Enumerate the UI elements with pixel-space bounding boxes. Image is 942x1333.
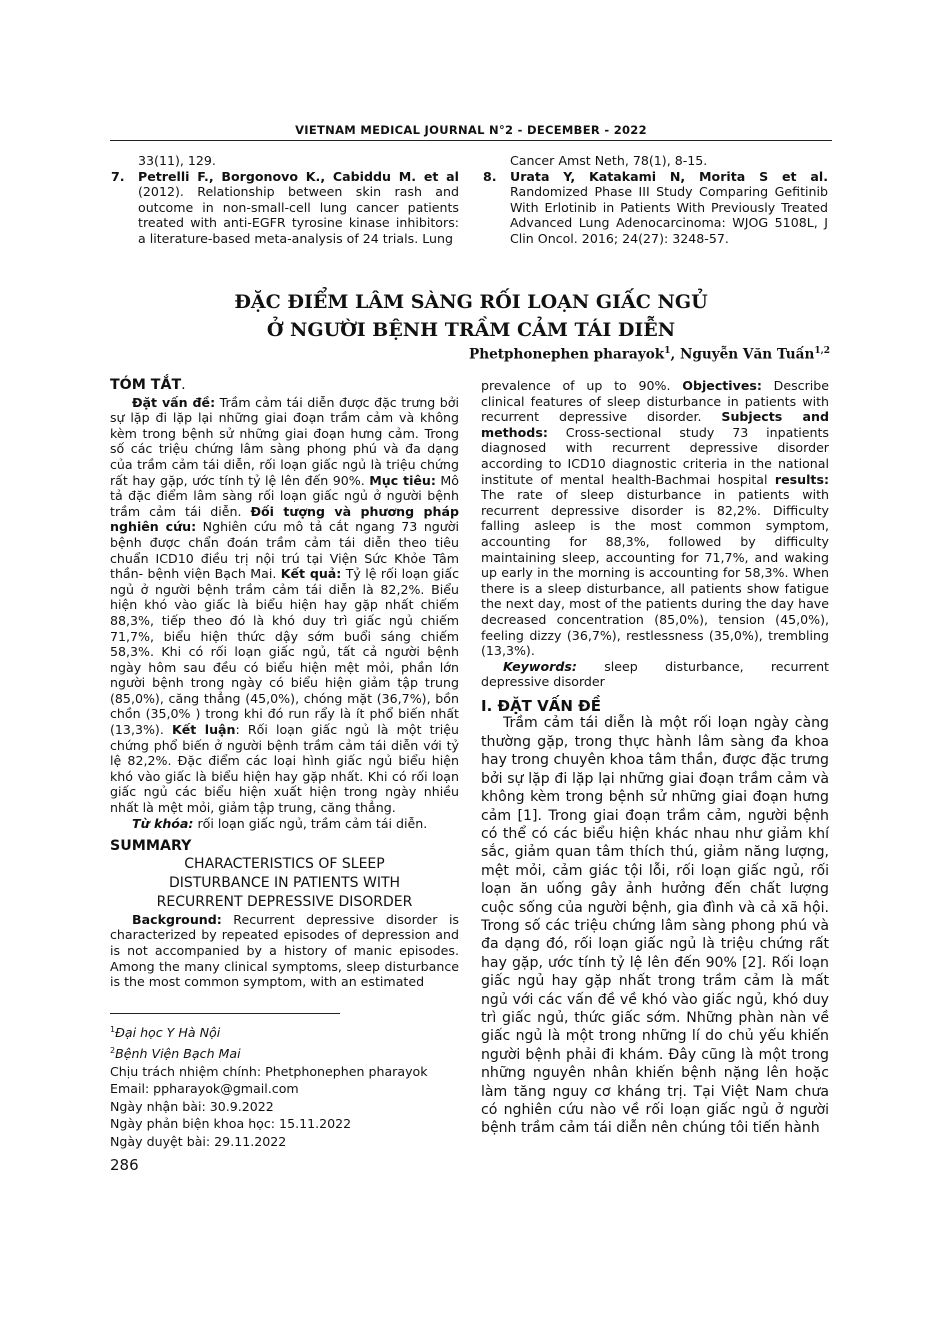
intro-body: Trầm cảm tái diễn là một rối loạn ngày càng thường gặp, trong thực hành lâm sàng đa khoa hay trong chuyên khoa tâm thần, được đặc trưng bởi sự lặp đi lặp lại những giai đoạn trầm cảm và không kèm trong bệnh sử những giai đoạn hưng cảm [1]. Trong giai đoạn trầm cảm, người bệnh có thể có các biểu hiện khác nhau như giảm khí sắc, giảm quan tâm thích thú, giảm năng lượng, mệt mỏi, cảm giác tội lỗi, rối loạn giấc ngủ, rối loạn ăn uống gây ảnh hưởng đến chất lượng cuộc sống của người bệnh, gia đình và cả xã hội. Trong số các triệu chứng lâm sàng phong phú và đa dạng đó, rối loạn giấc ngủ là triệu chứng rất hay gặp, ước tính tỷ lệ lên đến 90% [2]. Rối loạn giấc ngủ hay gặp nhất trong trầm cảm là mất ngủ với các vấn đề về khó vào giấc ngủ, khó duy trì giấc ngủ, thức giấc sớm. Những phàn nàn về giấc ngủ là một trong những lí do chủ yếu khiến người bệnh phải đi khám. Đây cũng là một trong những nguyên nhân khiến bệnh nặng lên hoặc làm tăng nguy cơ kháng trị. Tại Việt Nam chưa có nghiên cứu nào về rối loạn giấc ngủ ở người bệnh trầm cảm tái diễn nên chúng tôi tiến hành (481, 715, 829, 1137)
reference-7 (111, 168, 459, 247)
abstract-vi-body (110, 395, 459, 816)
summary-body-part1 (110, 912, 459, 990)
affiliation-2-text: Bệnh Viện Bạch Mai (115, 1045, 241, 1061)
ref7-continuation: Cancer Amst Neth, 78(1), 8-15. (510, 153, 708, 168)
reference-8 (483, 168, 828, 247)
article-title (0, 288, 942, 344)
keywords-vi-label: Từ khóa: (132, 815, 194, 831)
label-methods-en: Subjects and methods: (481, 409, 829, 440)
author-2: Nguyễn Văn Tuấn (679, 346, 815, 363)
affiliation-1-text: Đại học Y Hà Nội (115, 1025, 221, 1041)
label-objective-vi: Mục tiêu: (369, 472, 436, 488)
header-rule (110, 140, 832, 141)
title-line-2: Ở NGƯỜI BỆNH TRẦM CẢM TÁI DIỄN (266, 319, 676, 341)
reference-authors: Petrelli F., Borgonovo K., Cabiddu M. et al (138, 168, 459, 184)
objective-vi-text: Mô tả đặc điểm lâm sàng rối loạn giấc ngủ ở người bệnh trầm cảm tái diễn. (110, 472, 459, 519)
author-line (469, 346, 830, 363)
label-objectives-en: Objectives: (682, 378, 762, 393)
english-title-line-1: CHARACTERISTICS OF SLEEP (184, 855, 385, 872)
footnote-rule (110, 1013, 340, 1014)
page-number: 286 (110, 1156, 139, 1174)
reference-text: Randomized Phase III Study Comparing Gefitinib With Erlotinib in Patients With Previously Treated Advanced Lung Adenocarcinoma: WJOG 5108L, J Clin Oncol. 2016; 24(27): 3248-57. (510, 184, 828, 246)
keywords-en-label: Keywords: (503, 658, 577, 674)
label-conclusion-vi: Kết luận (171, 722, 236, 738)
abstract-heading (110, 378, 459, 394)
reference-number: 8. (483, 168, 497, 184)
corresponding-author: Chịu trách nhiệm chính: Phetphonephen pharayok (110, 1063, 428, 1079)
footnote-affiliation-1 (110, 1021, 428, 1042)
date-reviewed: Ngày phản biện khoa học: 15.11.2022 (110, 1116, 352, 1132)
results-vi-text: Tỷ lệ rối loạn giấc ngủ ở người bệnh trầm cảm tái diễn là 82,2%. Biểu hiện khó vào giấc là biểu hiện hay gặp nhất chiếm 88,3%, tiếp theo đó là khó duy trì giấc ngủ chiếm 71,7%, biểu hiện thức dậy sớm buổi sáng chiếm 58,3%. Khi có rối loạn giấc ngủ, tất cả người bệnh ngày hôm sau đều có biểu hiện mệt mỏi, phần lớn người bệnh trong ngày có biểu hiện giảm tập trung (85,0%), căng thẳng (45,0%), chóng mặt (36,7%), bồn chồn (35,0% ) trong khi đó run rẩy là ít phổ biến nhất (13,3%). (110, 566, 459, 738)
keywords-vi (110, 816, 459, 832)
objectives-en-text: Describe clinical features of sleep disturbance in patients with recurrent depressive disorder. (481, 378, 830, 425)
reference-number: 7. (111, 168, 125, 184)
english-title-line-2: DISTURBANCE IN PATIENTS WITH (168, 874, 401, 891)
author-separator: , (670, 346, 680, 363)
methods-vi-text: Nghiên cứu mô tả cắt ngang 73 người bệnh được chẩn đoán trầm cảm tái diễn theo tiêu chuẩn ICD10 điều trị nội trú tại Viện Sức Khỏe Tâm thần- bệnh viện Bạch Mai. (110, 519, 459, 582)
email: Email: ppharayok@gmail.com (110, 1081, 299, 1097)
summary-heading: SUMMARY (110, 838, 192, 855)
keywords-en-text: sleep disturbance, recurrent depressive disorder (481, 658, 829, 690)
right-column (481, 378, 829, 1138)
label-methods-vi: Đối tượng và phương pháp nghiên cứu: (110, 503, 459, 535)
footnote-affiliation-2 (110, 1042, 428, 1063)
intro-heading: I. ĐẶT VẤN ĐỀ (481, 696, 601, 715)
label-results-vi: Kết quả: (280, 566, 342, 582)
footnote-1-marker: 1 (110, 1025, 116, 1034)
reference-text: (2012). Relationship between skin rash and outcome in non-small-cell lung cancer patients treated with anti-EGFR tyrosine kinase inhibitors: a literature-based meta-analysis of 24 trials. Lung (138, 184, 459, 246)
reference-authors: Urata Y, Katakami N, Morita S et al. (510, 168, 828, 184)
left-column (110, 378, 459, 990)
abstract-heading-text: TÓM TẮT (110, 377, 182, 393)
background-vi-text: Trầm cảm tái diễn được đặc trưng bởi sự lặp đi lặp lại những giai đoạn trầm cảm và không kèm trong bệnh sử những giai đoạn hưng cảm. Trong số các triệu chứng lâm sàng phong phú và đa dạng của trầm cảm tái diễn, rối loạn giấc ngủ là triệu chứng rất hay gặp, ước tính tỷ lệ lên đến 90%. (110, 394, 460, 488)
author-1-affiliation: 1 (664, 346, 671, 356)
summary-part1-text: Recurrent depressive disorder is characterized by repeated episodes of depression and is not accompanied by a history of manic episodes. Among the many clinical symptoms, sleep disturbance is the most common symptom, with an estimated (110, 911, 459, 990)
refs-left (111, 153, 459, 247)
refs-right (483, 153, 828, 247)
journal-header: VIETNAM MEDICAL JOURNAL N°2 - DECEMBER - 2022 (295, 123, 647, 137)
ref6-continuation: 33(11), 129. (138, 153, 216, 168)
footnotes (110, 1021, 428, 1151)
label-background-vi: Đặt vấn đề: (132, 394, 216, 410)
author-2-affiliation: 1,2 (814, 346, 830, 356)
keywords-en (481, 659, 829, 690)
summary-body-part2 (481, 378, 829, 659)
date-received: Ngày nhận bài: 30.9.2022 (110, 1098, 274, 1114)
methods-en-text: Cross-sectional study 73 inpatients diagnosed with recurrent depressive disorder according to ICD10 diagnostic criteria in the national institute of mental health-Bachmai hospital (481, 424, 829, 487)
author-1: Phetphonephen pharayok (468, 346, 665, 363)
title-line-1: ĐẶC ĐIỂM LÂM SÀNG RỐI LOẠN GIẤC NGỦ (234, 291, 708, 313)
english-title-line-3: RECURRENT DEPRESSIVE DISORDER (156, 893, 413, 910)
english-title (110, 855, 459, 912)
keywords-vi-text: rối loạn giấc ngủ, trầm cảm tái diễn. (193, 815, 428, 831)
results-en-text: The rate of sleep disturbance in patients with recurrent depressive disorder is 82,2%. Difficulty falling asleep is the most common symptom, accounting for 88,3%, followed by difficulty maintaining sleep, accounting for 71,7%, and waking up early in the morning is accounting for 58,3%. When there is a sleep disturbance, all patients show fatigue the next day, most of the patients during the day have decreased concentration (85,0%), tension (45,0%), feeling dizzy (36,7%), restlessness (35,0%), trembling (13,3%). (481, 487, 829, 659)
label-background-en: Background: (132, 911, 222, 927)
label-results-en: results: (774, 471, 829, 487)
conclusion-vi-text: : Rối loạn giấc ngủ là một triệu chứng phổ biến ở người bệnh trầm cảm tái diễn với tỷ lệ 82,2%. Đặc điểm các loại hình giấc ngủ biểu hiện khó vào giấc là biểu hiện hay gặp nhất. Khi có rối loạn giấc ngủ các biểu hiện xuất hiện trong ngày nhiều nhất là mệt mỏi, giảm tập trung, căng thẳng. (110, 722, 460, 816)
summary-part2-text: prevalence of up to 90%. (481, 378, 683, 393)
footnote-2-marker: 2 (110, 1045, 116, 1055)
abstract-heading-dot: . (181, 377, 186, 393)
date-approved: Ngày duyệt bài: 29.11.2022 (110, 1133, 287, 1149)
